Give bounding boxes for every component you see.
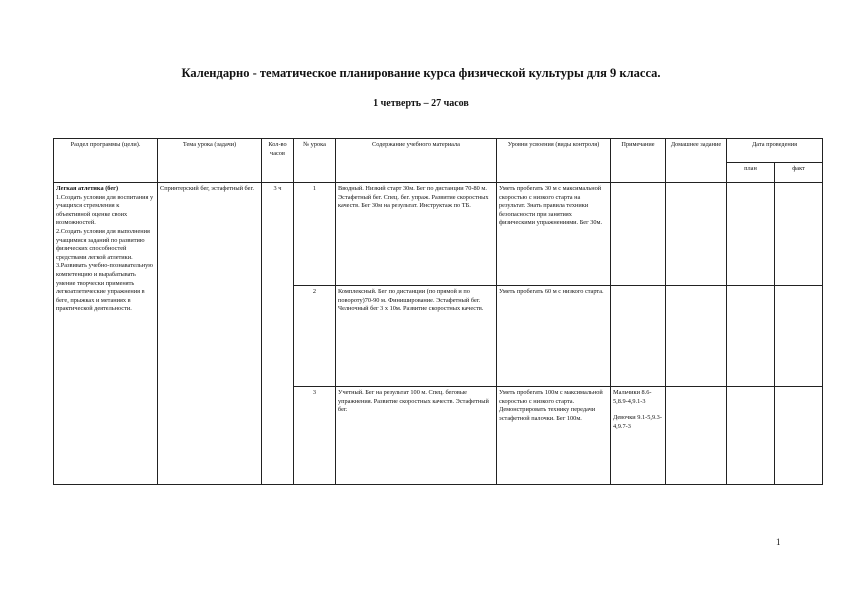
note-girls: Девочки 9.1-5,9.3-4,9.7-3 (613, 414, 662, 430)
header-date: Дата проведения (727, 139, 823, 163)
header-row (54, 139, 823, 163)
section-goal: 2.Создать условия для выполнения учащимися заданий по развитию физических способностей средствами легкой атлетики. (56, 227, 150, 261)
page-title: Календарно - тематическое планирование курса физической культуры для 9 класса. (181, 66, 661, 80)
lesson-number: 1 (294, 183, 336, 286)
lesson-date-plan (727, 286, 775, 387)
section-heading: Легкая атлетика (бег) (56, 185, 119, 192)
lesson-date-fact (775, 387, 823, 485)
header-level: Уровни усвоения (виды контроля) (497, 139, 611, 183)
header-homework: Домашнее задание (666, 139, 727, 183)
lesson-homework (666, 183, 727, 286)
lesson-number: 2 (294, 286, 336, 387)
lesson-date-plan (727, 387, 775, 485)
lesson-date-fact (775, 286, 823, 387)
lesson-number: 3 (294, 387, 336, 485)
page-subtitle: 1 четверть – 27 часов (373, 98, 469, 109)
page-number: 1 (776, 537, 781, 547)
lesson-content: Комплексный. Бег по дистанции (по прямой и по повороту)70-90 м. Финиширование. Эстафетный бег. Челночный бег 3 х 10м. Развитие скоростных качеств. (336, 286, 497, 387)
lesson-level: Уметь пробегать 30 м с максимальной скоростью с низкого старта на результат. Знать правила техники безопасности при занятиях физическими упражнениями. Бег 30м. (497, 183, 611, 286)
lesson-content: Вводный. Низкий старт 30м. Бег по дистанции 70-80 м. Эстафетный бег. Спец. бег. упраж. Развитие скоростных качеств. Бег 30м на результат. Инструктаж по ТБ. (336, 183, 497, 286)
lesson-content: Учетный. Бег на результат 100 м. Спец. беговые упражнения. Развитие скоростных качеств. Эстафетный бег. (336, 387, 497, 485)
section-goal: 1.Создать условия для воспитания у учащихся стремления к объективной оценке своих возможностей. (56, 193, 154, 227)
header-content: Содержание учебного материала (336, 139, 497, 183)
table-row (54, 183, 823, 286)
header-date-plan: план (727, 163, 775, 183)
lesson-note (611, 387, 666, 485)
lesson-level: Уметь пробегать 100м с максимальной скоростью с низкого старта. Демонстрировать технику передачи эстафетной палочки. Бег 100м. (497, 387, 611, 485)
header-note: Примечание (611, 139, 666, 183)
planning-table (53, 138, 823, 485)
header-hours: Кол-во часов (262, 139, 294, 183)
section-cell (54, 183, 158, 485)
lesson-date-fact (775, 183, 823, 286)
topic-cell: Спринтерский бег, эстафетный бег. (158, 183, 262, 485)
lesson-note (611, 183, 666, 286)
section-goal: 3.Развивать учебно-познавательную компетенцию и вырабатывать умение творчески применять легкоатлетические упражнения в беге, прыжках и метаниях в практической деятельности. (56, 262, 153, 313)
header-topic: Тема урока (задачи) (158, 139, 262, 183)
lesson-homework (666, 286, 727, 387)
header-section: Раздел программы (цели). (54, 139, 158, 183)
lesson-note (611, 286, 666, 387)
header-lesson-number: № урока (294, 139, 336, 183)
lesson-homework (666, 387, 727, 485)
lesson-date-plan (727, 183, 775, 286)
note-boys: Мальчики 8.6-5,8.9-4,9.1-3 (613, 389, 652, 405)
lesson-level: Уметь пробегать 60 м с низкого старта. (497, 286, 611, 387)
header-date-fact: факт (775, 163, 823, 183)
hours-cell: 3 ч (262, 183, 294, 485)
